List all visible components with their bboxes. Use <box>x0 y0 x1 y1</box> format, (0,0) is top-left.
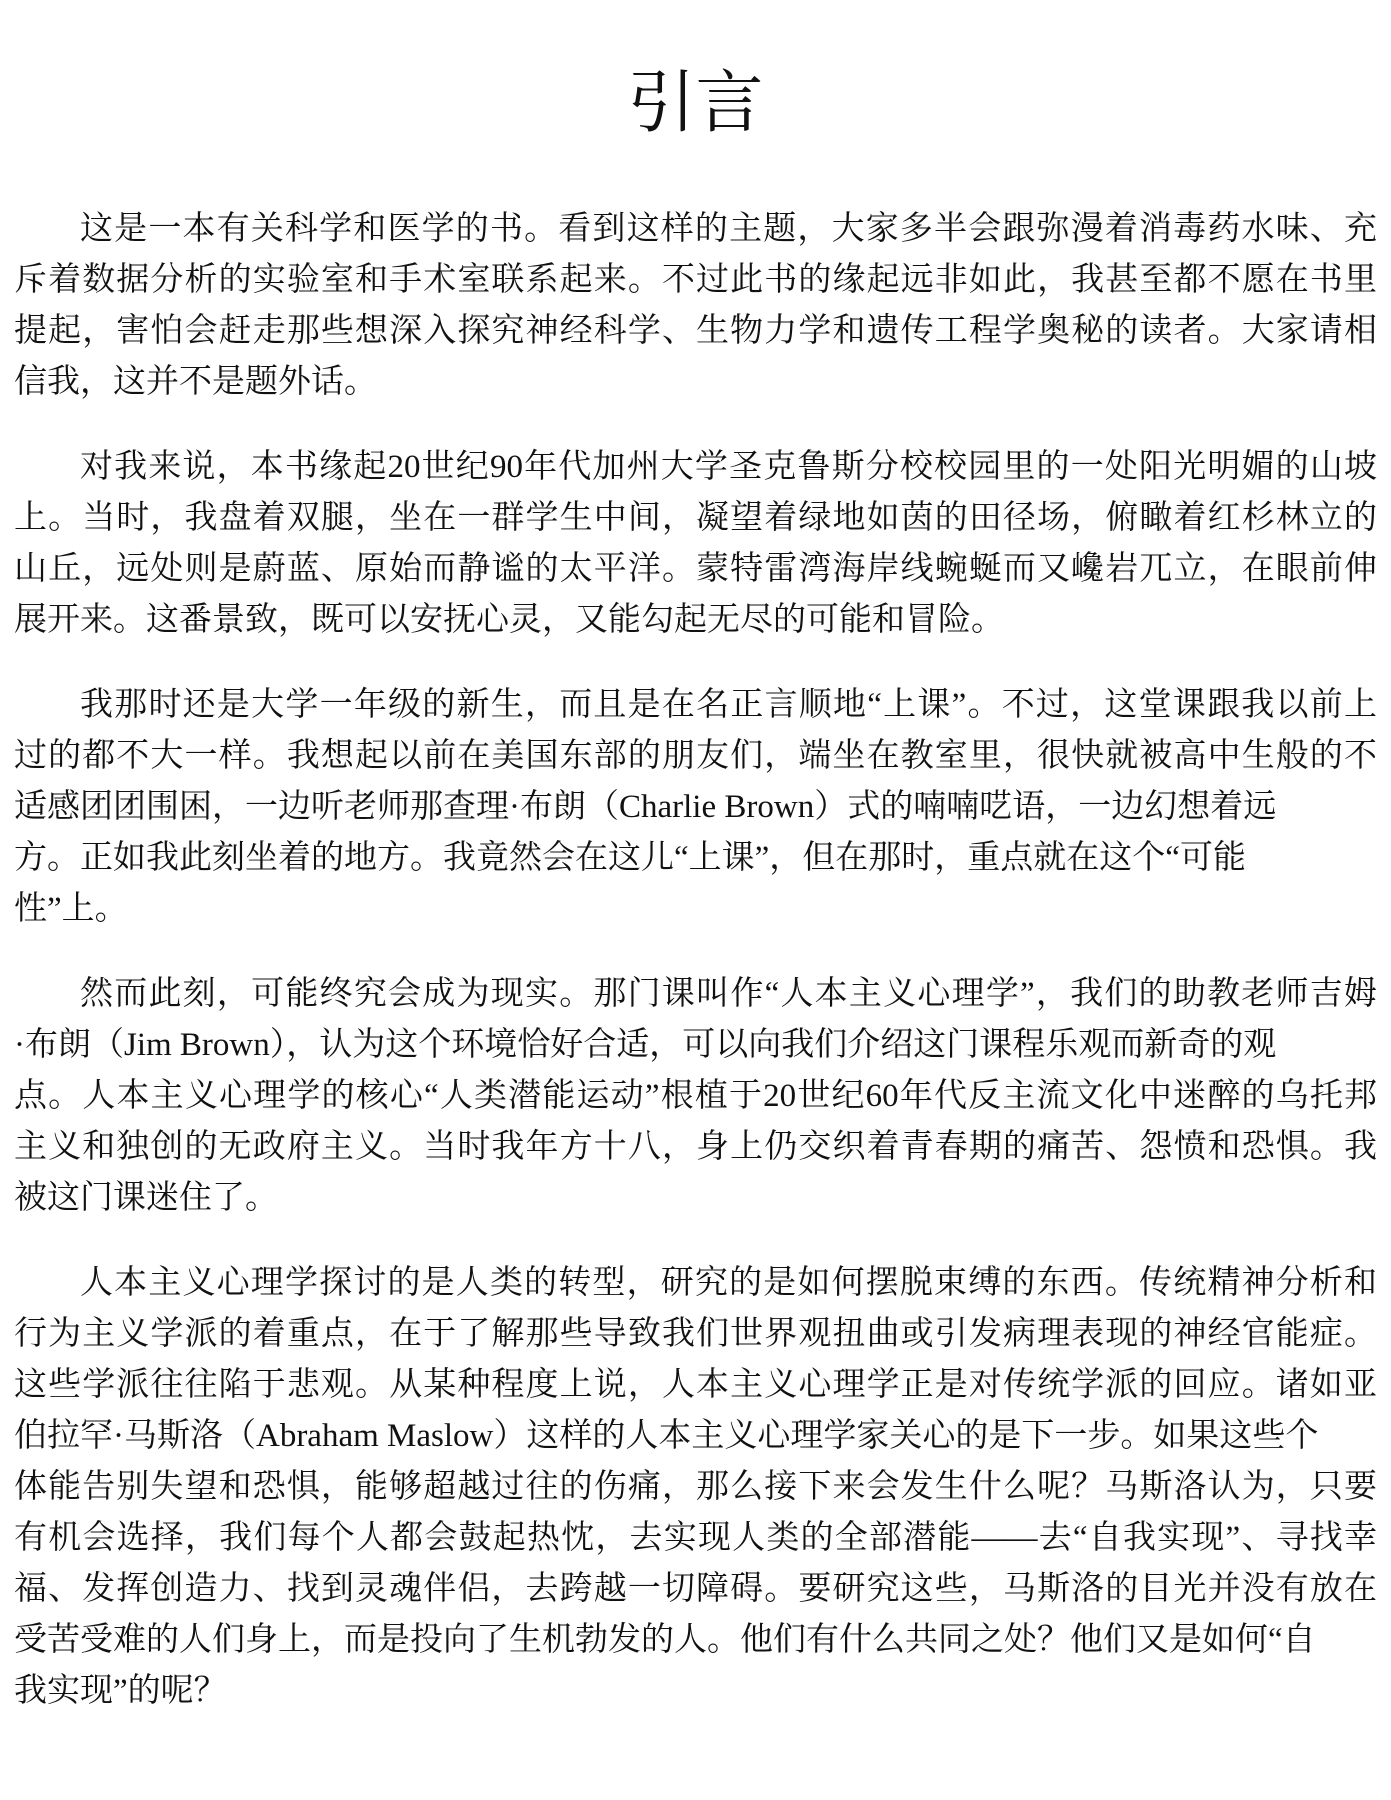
paragraph <box>14 442 1377 646</box>
text-line: 人本主义心理学探讨的是人类的转型，研究的是如何摆脱束缚的东西。传统精神分析和 <box>80 1265 1377 1301</box>
text-line: 点。人本主义心理学的核心“人类潜能运动”根植于20世纪60年代反主流文化中迷醉的乌托邦 <box>14 1078 1377 1114</box>
page-title: 引言 <box>627 65 764 141</box>
text-line: 受苦受难的人们身上，而是投向了生机勃发的人。他们有什么共同之处？他们又是如何“自 <box>14 1622 1316 1658</box>
text-line: 上。当时，我盘着双腿，坐在一群学生中间，凝望着绿地如茵的田径场，俯瞰着红杉林立的 <box>14 500 1377 536</box>
text-line: 这是一本有关科学和医学的书。看到这样的主题，大家多半会跟弥漫着消毒药水味、充 <box>80 211 1377 247</box>
text-line: 方。正如我此刻坐着的地方。我竟然会在这儿“上课”，但在那时，重点就在这个“可能 <box>14 840 1246 876</box>
text-line: 福、发挥创造力、找到灵魂伴侣，去跨越一切障碍。要研究这些，马斯洛的目光并没有放在 <box>14 1571 1377 1607</box>
paragraph <box>14 1258 1377 1717</box>
text-line: 被这门课迷住了。 <box>14 1180 278 1216</box>
text-line: 提起，害怕会赶走那些想深入探究神经科学、生物力学和遗传工程学奥秘的读者。大家请相 <box>14 313 1377 349</box>
paragraph <box>14 204 1377 408</box>
text-line: 有机会选择，我们每个人都会鼓起热忱，去实现人类的全部潜能——去“自我实现”、寻找幸 <box>14 1520 1377 1556</box>
text-line: 体能告别失望和恐惧，能够超越过往的伤痛，那么接下来会发生什么呢？马斯洛认为，只要 <box>14 1469 1377 1505</box>
text-line: 行为主义学派的着重点，在于了解那些导致我们世界观扭曲或引发病理表现的神经官能症。 <box>14 1316 1377 1352</box>
text-line: 然而此刻，可能终究会成为现实。那门课叫作“人本主义心理学”，我们的助教老师吉姆 <box>80 976 1377 1012</box>
text-line: ·布朗（Jim Brown），认为这个环境恰好合适，可以向我们介绍这门课程乐观而新奇的观 <box>14 1027 1277 1063</box>
text-line: 展开来。这番景致，既可以安抚心灵，又能勾起无尽的可能和冒险。 <box>14 602 1004 638</box>
text-line: 过的都不大一样。我想起以前在美国东部的朋友们，端坐在教室里，很快就被高中生般的不 <box>14 738 1377 774</box>
paragraph <box>14 680 1377 935</box>
text-line: 主义和独创的无政府主义。当时我年方十八，身上仍交织着青春期的痛苦、怨愤和恐惧。我 <box>14 1129 1377 1165</box>
text-line: 适感团团围困，一边听老师那查理·布朗（Charlie Brown）式的喃喃呓语，一边幻想着远 <box>14 789 1277 825</box>
text-line: 性”上。 <box>14 891 128 927</box>
text-line: 这些学派往往陷于悲观。从某种程度上说，人本主义心理学正是对传统学派的回应。诸如亚 <box>14 1367 1377 1403</box>
text-line: 我实现”的呢？ <box>14 1673 227 1709</box>
text-line: 信我，这并不是题外话。 <box>14 364 377 400</box>
body-text <box>14 204 1377 1717</box>
text-line: 山丘，远处则是蔚蓝、原始而静谧的太平洋。蒙特雷湾海岸线蜿蜒而又巉岩兀立，在眼前伸 <box>14 551 1377 587</box>
text-line: 我那时还是大学一年级的新生，而且是在名正言顺地“上课”。不过，这堂课跟我以前上 <box>80 687 1377 723</box>
text-line: 对我来说，本书缘起20世纪90年代加州大学圣克鲁斯分校校园里的一处阳光明媚的山坡 <box>80 449 1377 485</box>
text-line: 斥着数据分析的实验室和手术室联系起来。不过此书的缘起远非如此，我甚至都不愿在书里 <box>14 262 1377 298</box>
paragraph <box>14 969 1377 1224</box>
text-line: 伯拉罕·马斯洛（Abraham Maslow）这样的人本主义心理学家关心的是下一步。如果这些个 <box>14 1418 1319 1454</box>
